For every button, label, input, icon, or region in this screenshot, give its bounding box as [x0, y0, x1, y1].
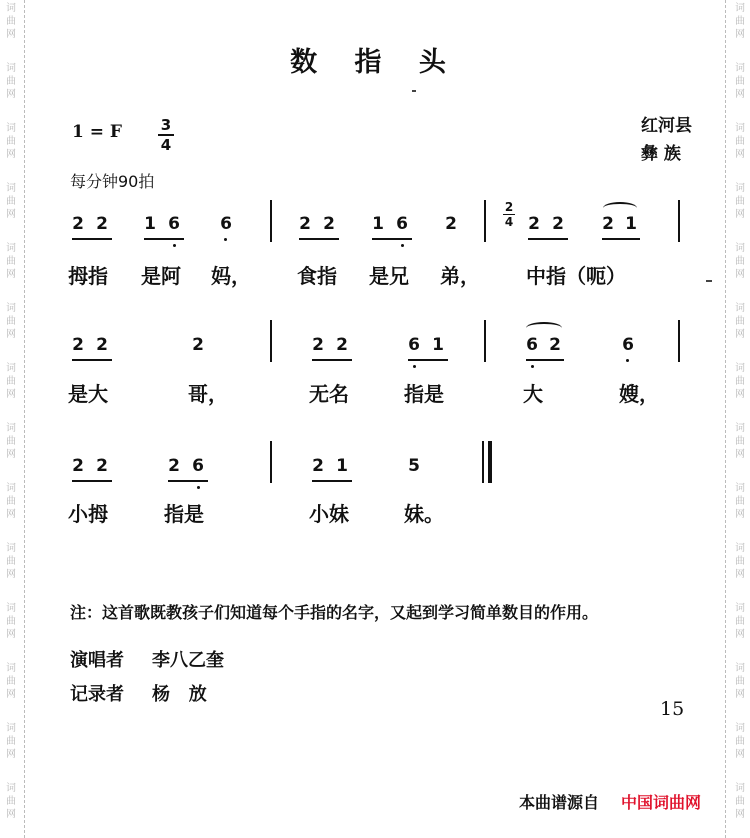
note: 2 [96, 335, 108, 355]
watermark-text: 词曲网 [6, 663, 16, 700]
note: 2 [72, 456, 84, 476]
watermark-text: 词曲网 [6, 183, 16, 220]
time-signature-change [503, 201, 515, 228]
note: 1 [625, 214, 637, 234]
lyric: 弟， [440, 264, 480, 288]
barline [484, 320, 486, 362]
lyric: 是大 [68, 382, 108, 406]
page-title: 数 指 头 [290, 47, 460, 78]
watermark-text: 词曲网 [6, 363, 16, 400]
watermark-text: 词曲网 [735, 3, 745, 40]
watermark-text: 词曲网 [735, 303, 745, 340]
lyric: 小妹 [309, 502, 349, 526]
note: 2 [96, 456, 108, 476]
scan-speck [412, 90, 416, 92]
right-watermark-strip [725, 0, 750, 838]
watermark-text: 词曲网 [735, 723, 745, 760]
barline [270, 441, 272, 483]
watermark-text: 词曲网 [6, 483, 16, 520]
key-signature: 1 = F [72, 122, 122, 142]
barline [484, 200, 486, 242]
barline [678, 200, 680, 242]
note: 1 [432, 335, 444, 355]
barline [678, 320, 680, 362]
underline [526, 359, 564, 361]
footnote: 注：这首歌既教孩子们知道每个手指的名字，又起到学习简单数目的作用。 [70, 603, 599, 622]
song-origin [641, 112, 692, 168]
note: 2 [552, 214, 564, 234]
lyric: 指是 [164, 502, 204, 526]
note: 6 [220, 214, 232, 234]
final-barline-thick [488, 441, 492, 483]
note: 2 [549, 335, 561, 355]
note: 2 [445, 214, 457, 234]
note: 6 [526, 335, 538, 355]
slur [526, 322, 562, 334]
low-octave-dot [531, 365, 534, 368]
lyric: 食指 [297, 264, 337, 288]
watermark-text: 词曲网 [735, 63, 745, 100]
watermark-text: 词曲网 [735, 543, 745, 580]
underline [72, 238, 112, 240]
watermark-text: 词曲网 [6, 543, 16, 580]
underline [72, 480, 112, 482]
note: 6 [192, 456, 204, 476]
page-number: 15 [660, 698, 685, 720]
note: 6 [408, 335, 420, 355]
watermark-text: 词曲网 [735, 183, 745, 220]
credit-name: 李八乙奎 [152, 650, 224, 671]
barline [270, 320, 272, 362]
watermark-text: 词曲网 [735, 663, 745, 700]
underline [602, 238, 640, 240]
credit-role: 记录者 [70, 684, 124, 705]
watermark-text: 词曲网 [6, 243, 16, 280]
note: 2 [72, 335, 84, 355]
watermark-text: 词曲网 [6, 783, 16, 820]
lyric: 拇指 [68, 264, 108, 288]
watermark-text: 词曲网 [735, 603, 745, 640]
lyric: 妈， [211, 264, 251, 288]
watermark-text: 词曲网 [735, 243, 745, 280]
lyric: 无名 [309, 382, 349, 406]
watermark-text: 词曲网 [735, 423, 745, 460]
lyric: 中指（呃） [526, 264, 626, 288]
low-octave-dot [626, 359, 629, 362]
time-signature [158, 117, 174, 153]
watermark-text: 词曲网 [735, 363, 745, 400]
underline [372, 238, 412, 240]
time-signature-bottom: 4 [160, 136, 172, 154]
underline [144, 238, 184, 240]
lyric: 指是 [404, 382, 444, 406]
origin-county: 红河县 [641, 116, 692, 136]
slur [603, 202, 637, 214]
credit-role: 演唱者 [70, 650, 124, 671]
low-octave-dot [224, 238, 227, 241]
low-octave-dot [413, 365, 416, 368]
note: 6 [622, 335, 634, 355]
note: 2 [192, 335, 204, 355]
note: 2 [72, 214, 84, 234]
note: 2 [168, 456, 180, 476]
low-octave-dot [197, 486, 200, 489]
note: 6 [168, 214, 180, 234]
note: 2 [602, 214, 614, 234]
lyric: 是兄 [369, 264, 409, 288]
underline [528, 238, 568, 240]
low-octave-dot [401, 244, 404, 247]
tempo-marking: 每分钟90拍 [70, 172, 155, 191]
note: 2 [528, 214, 540, 234]
note: 1 [372, 214, 384, 234]
note: 1 [336, 456, 348, 476]
note: 2 [336, 335, 348, 355]
origin-ethnicity: 彝 族 [641, 144, 681, 164]
lyric: 大 [523, 382, 543, 406]
note: 2 [299, 214, 311, 234]
watermark-text: 词曲网 [6, 3, 16, 40]
watermark-text: 词曲网 [735, 783, 745, 820]
source-credit [519, 790, 701, 813]
watermark-text: 词曲网 [6, 723, 16, 760]
underline [72, 359, 112, 361]
underline [168, 480, 208, 482]
low-octave-dot [173, 244, 176, 247]
credit-name: 杨 放 [152, 684, 207, 705]
credit-recorder [70, 680, 207, 706]
lyric: 是阿 [141, 264, 181, 288]
final-barline-thin [482, 441, 484, 483]
time-signature-top: 3 [160, 116, 172, 134]
note: 2 [312, 335, 324, 355]
watermark-text: 词曲网 [6, 123, 16, 160]
note: 6 [396, 214, 408, 234]
underline [312, 359, 352, 361]
source-prefix: 本曲谱源自 [519, 793, 600, 812]
lyric: 嫂， [619, 382, 659, 406]
lyric: 小拇 [68, 502, 108, 526]
source-site-link[interactable]: 中国词曲网 [621, 793, 702, 812]
watermark-text: 词曲网 [735, 123, 745, 160]
time-signature-change-bottom: 4 [504, 215, 514, 229]
watermark-text: 词曲网 [6, 303, 16, 340]
watermark-text: 词曲网 [6, 603, 16, 640]
lyric: 妹。 [404, 502, 444, 526]
note: 2 [96, 214, 108, 234]
watermark-text: 词曲网 [6, 423, 16, 460]
note: 2 [312, 456, 324, 476]
lyric: 哥， [188, 382, 228, 406]
underline [312, 480, 352, 482]
underline [408, 359, 448, 361]
underline [299, 238, 339, 240]
note: 1 [144, 214, 156, 234]
note: 5 [408, 456, 420, 476]
watermark-text: 词曲网 [735, 483, 745, 520]
barline [270, 200, 272, 242]
scan-speck [706, 280, 712, 282]
left-watermark-strip [0, 0, 25, 838]
watermark-text: 词曲网 [6, 63, 16, 100]
time-signature-change-top: 2 [504, 200, 514, 214]
credit-performer [70, 646, 224, 672]
note: 2 [323, 214, 335, 234]
